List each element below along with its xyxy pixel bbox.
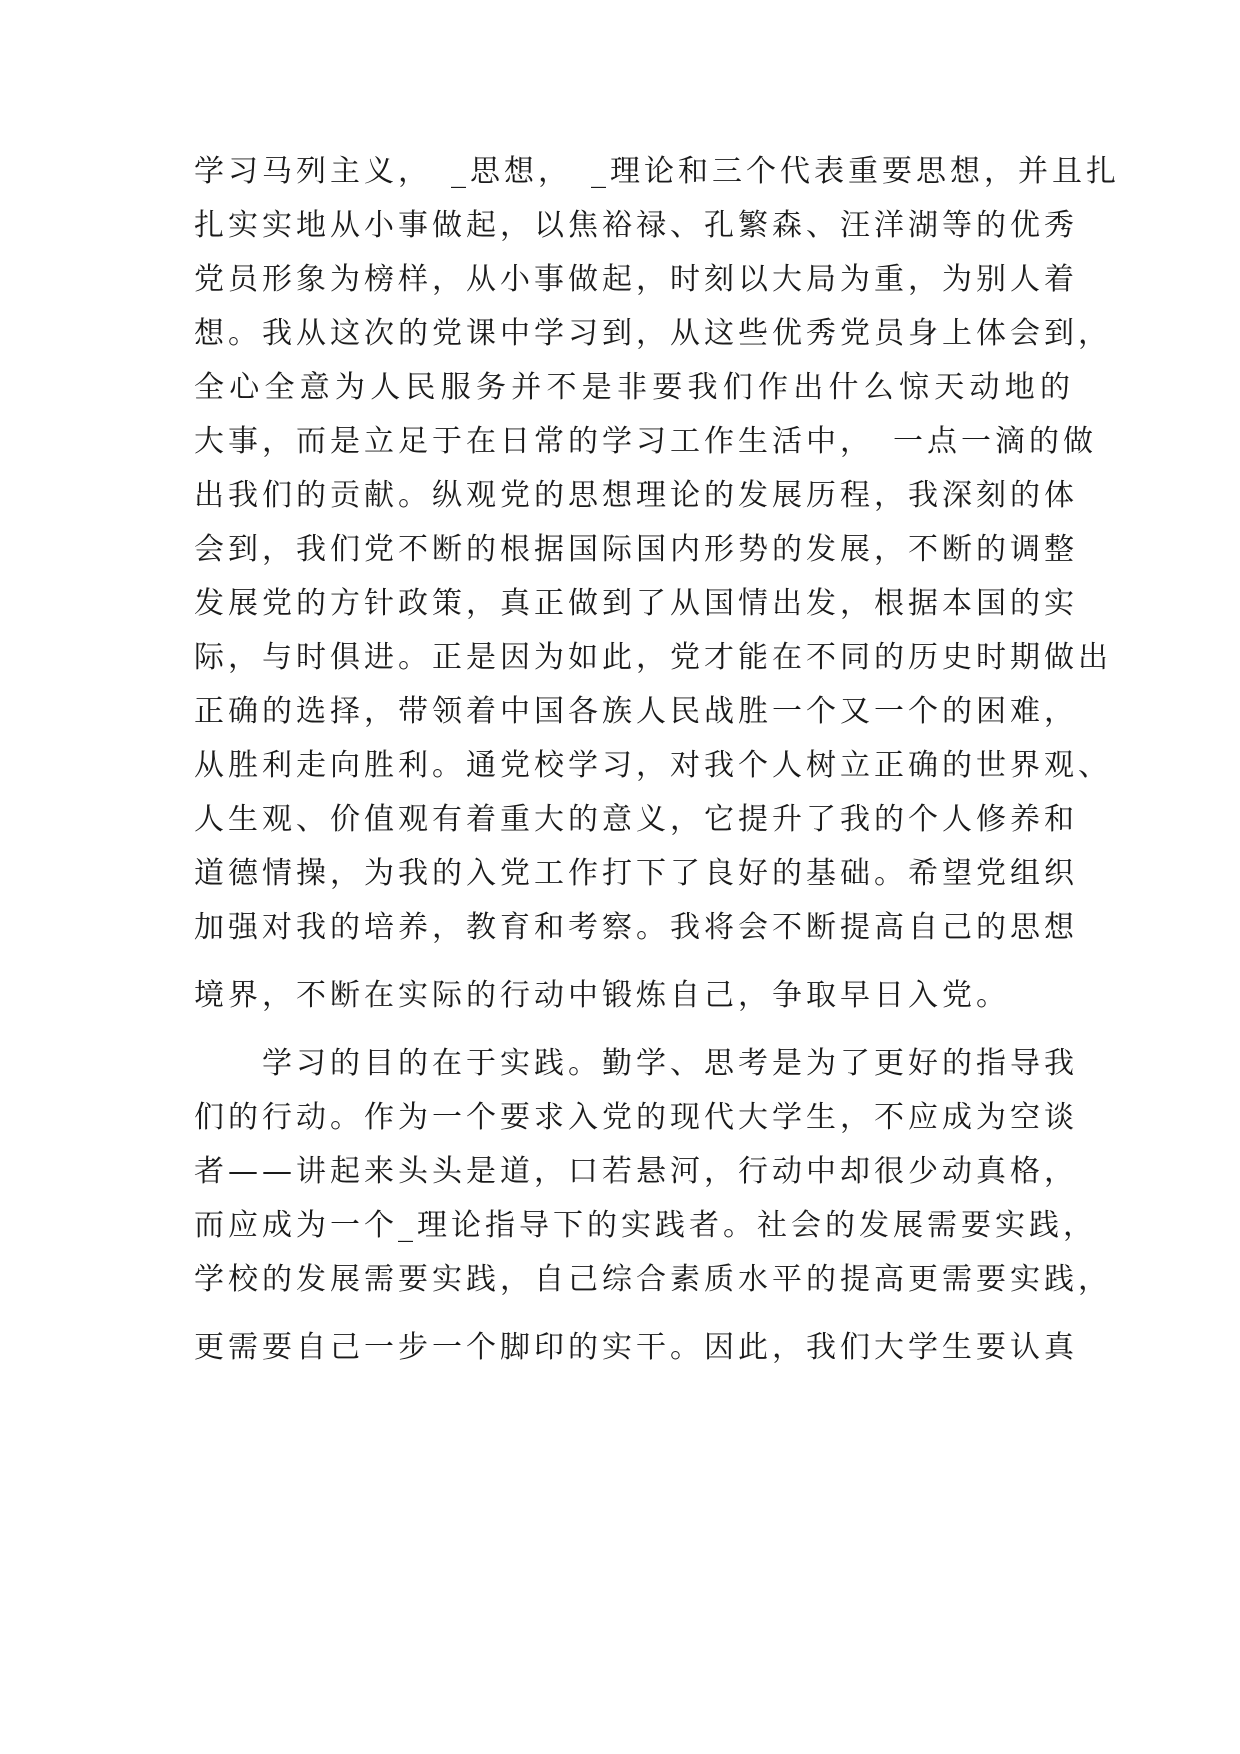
- text-line: 道德情操，为我的入党工作打下了良好的基础。希望党组织: [194, 856, 1078, 891]
- text-line: 加强对我的培养，教育和考察。我将会不断提高自己的思想: [194, 910, 1078, 945]
- text-line: 大事，而是立足于在日常的学习工作生活中， 一点一滴的做: [194, 424, 1097, 459]
- text-line: 发展党的方针政策，真正做到了从国情出发，根据本国的实: [194, 586, 1078, 621]
- text-line: 出我们的贡献。纵观党的思想理论的发展历程，我深刻的体: [194, 478, 1078, 513]
- text-line: 党员形象为榜样，从小事做起，时刻以大局为重，为别人着: [194, 262, 1078, 297]
- text-line: 而应成为一个_理论指导下的实践者。社会的发展需要实践，: [194, 1208, 1097, 1243]
- text-line: 境界，不断在实际的行动中锻炼自己，争取早日入党。: [194, 978, 1010, 1013]
- text-line: 更需要自己一步一个脚印的实干。因此，我们大学生要认真: [194, 1330, 1078, 1365]
- text-line: 会到，我们党不断的根据国际国内形势的发展，不断的调整: [194, 532, 1078, 567]
- text-line: 者——讲起来头头是道，口若悬河，行动中却很少动真格，: [194, 1154, 1078, 1189]
- text-line: 从胜利走向胜利。通党校学习，对我个人树立正确的世界观、: [194, 748, 1112, 783]
- body-text: [194, 145, 1120, 1375]
- text-line: 际，与时俱进。正是因为如此，党才能在不同的历史时期做出: [194, 640, 1112, 675]
- text-line: 们的行动。作为一个要求入党的现代大学生，不应成为空谈: [194, 1100, 1078, 1135]
- text-line: 学习马列主义， _思想， _理论和三个代表重要思想，并且扎: [194, 154, 1120, 189]
- paragraph-1: [194, 145, 1120, 1023]
- text-line: 人生观、价值观有着重大的意义，它提升了我的个人修养和: [194, 802, 1078, 837]
- paragraph-2: [194, 1037, 1112, 1375]
- text-line: 全心全意为人民服务并不是非要我们作出什么惊天动地的: [194, 370, 1074, 405]
- text-line: 学习的目的在于实践。勤学、思考是为了更好的指导我: [262, 1046, 1078, 1081]
- text-line: 学校的发展需要实践，自己综合素质水平的提高更需要实践，: [194, 1262, 1112, 1297]
- text-line: 想。我从这次的党课中学习到，从这些优秀党员身上体会到，: [194, 316, 1112, 351]
- text-line: 正确的选择，带领着中国各族人民战胜一个又一个的困难，: [194, 694, 1078, 729]
- text-line: 扎实实地从小事做起，以焦裕禄、孔繁森、汪洋湖等的优秀: [194, 208, 1078, 243]
